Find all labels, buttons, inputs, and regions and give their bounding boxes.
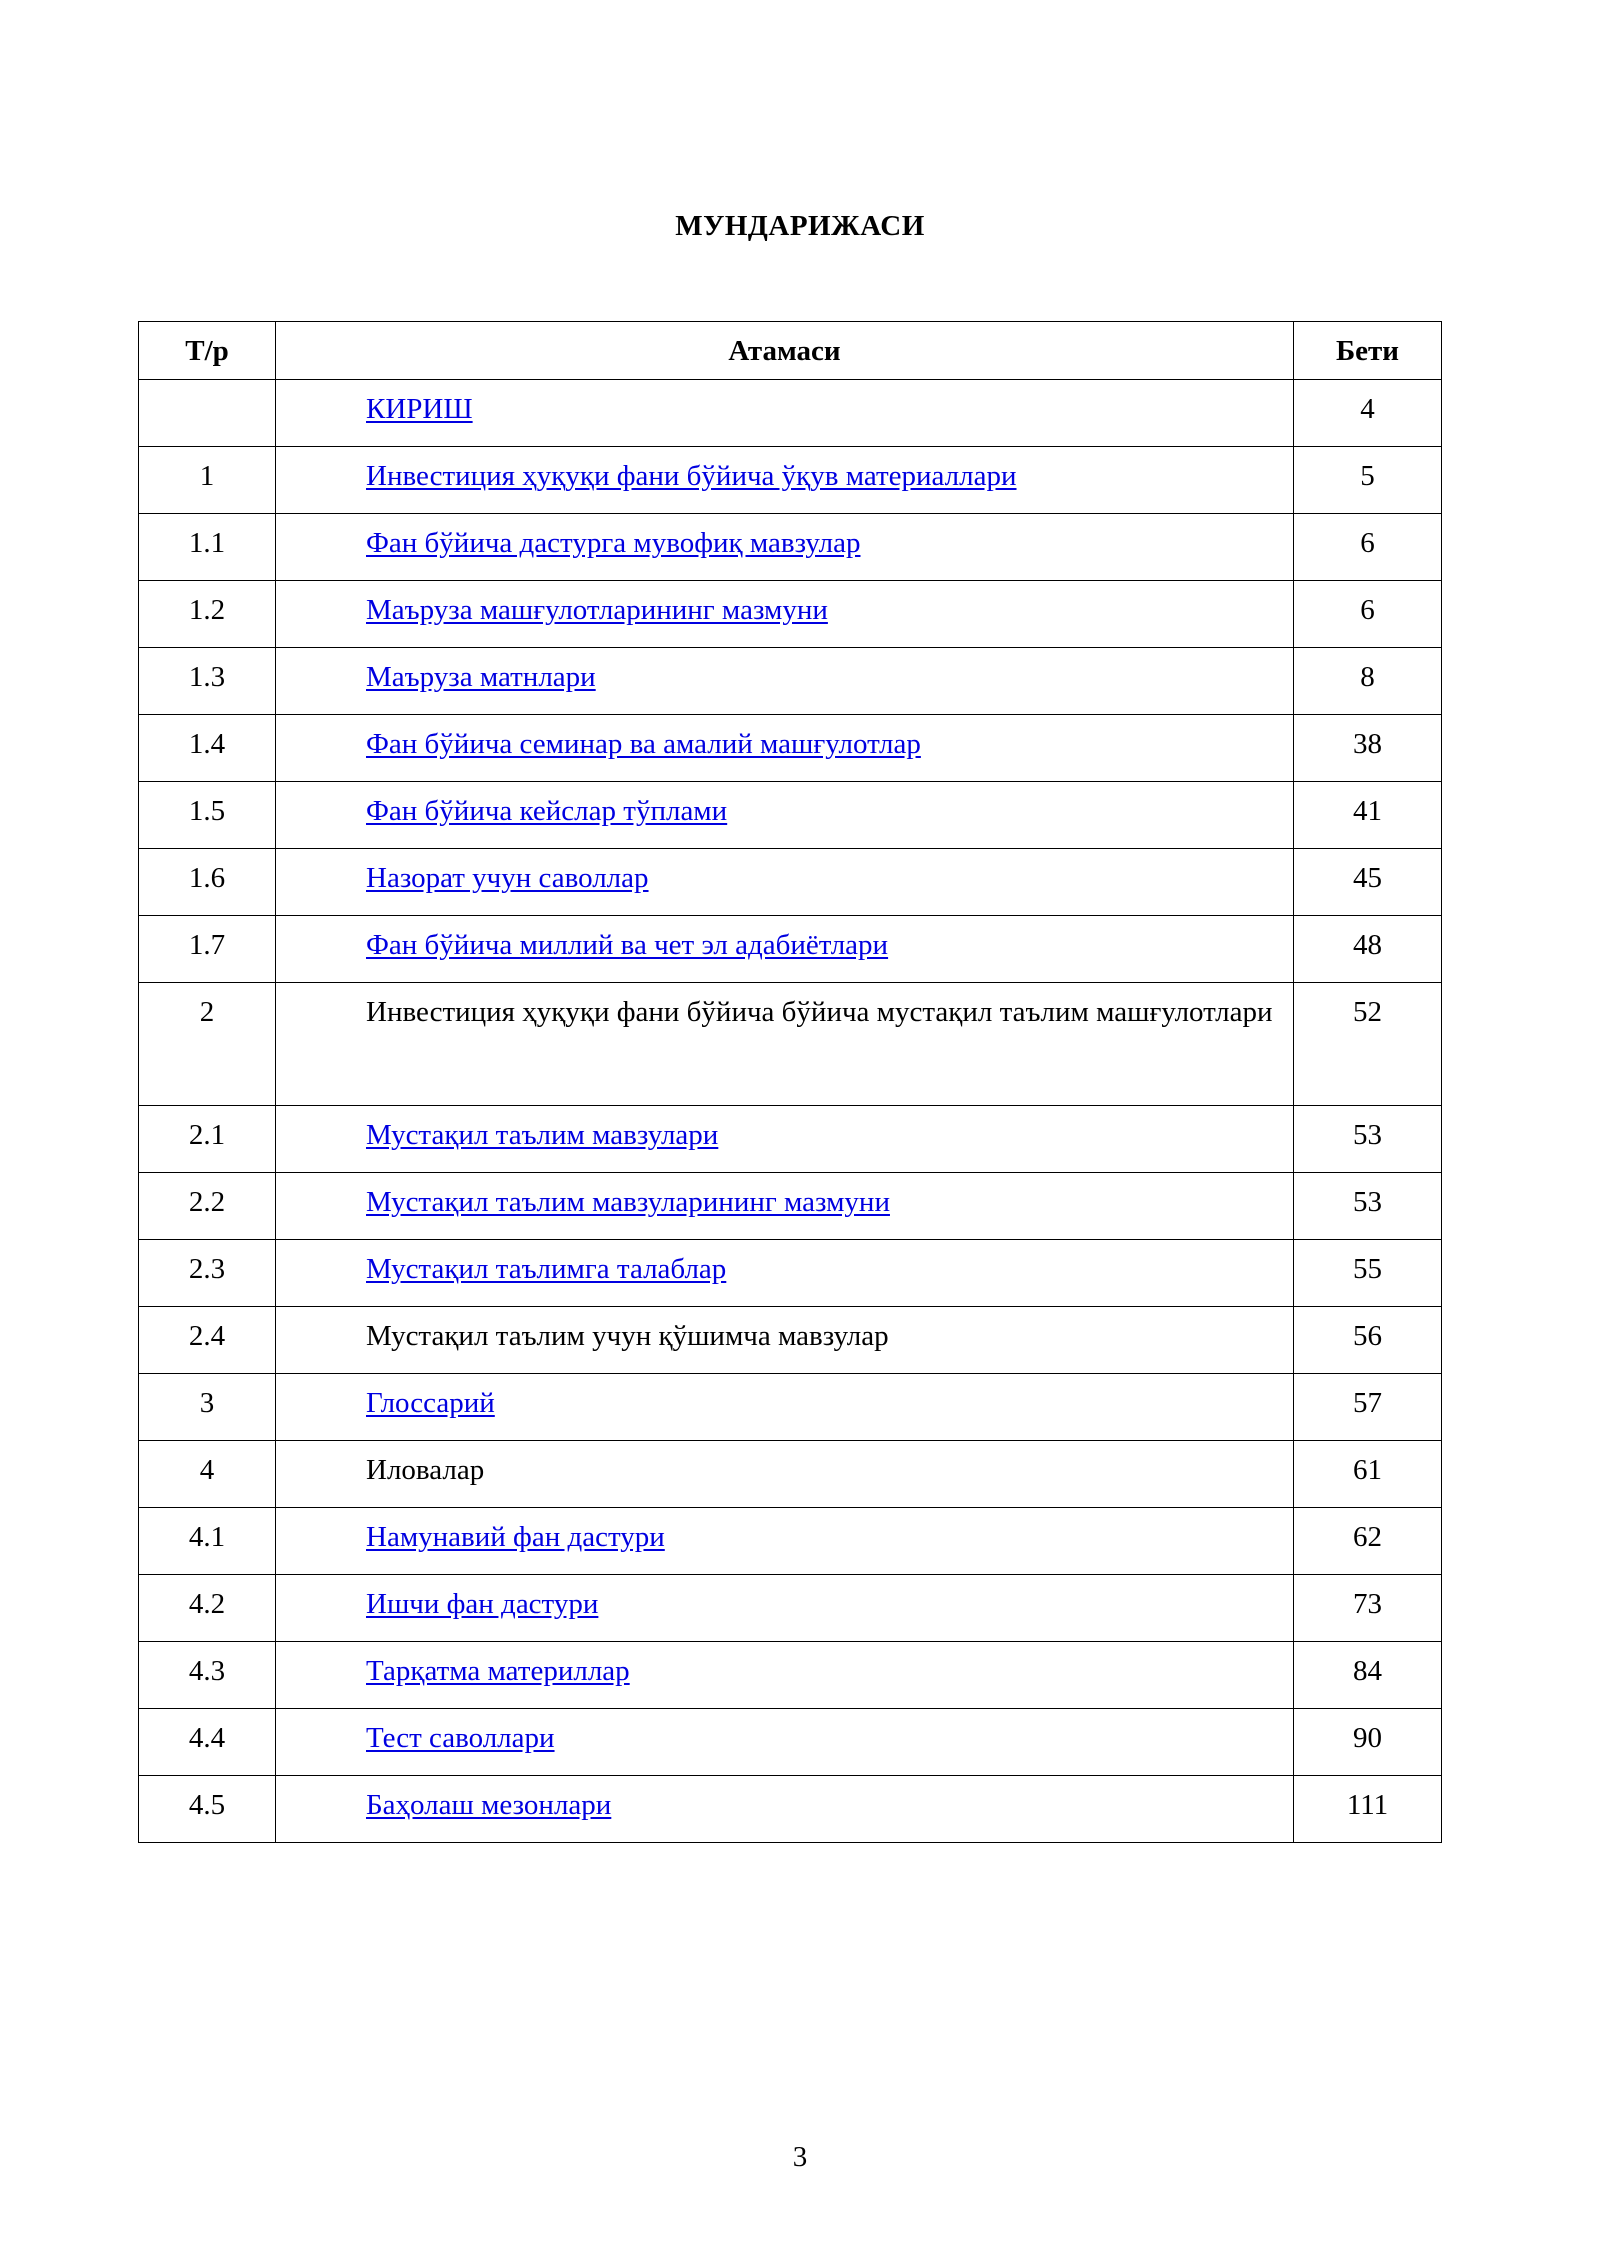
table-row xyxy=(139,1240,1442,1307)
row-title-cell xyxy=(276,1106,1294,1173)
header-page: Бети xyxy=(1294,322,1442,380)
table-row xyxy=(139,1106,1442,1173)
toc-entry-link[interactable]: Намунавий фан дастури xyxy=(366,1521,665,1553)
toc-entry-link[interactable]: Ишчи фан дастури xyxy=(366,1588,599,1620)
row-number xyxy=(139,380,276,447)
table-header-row xyxy=(139,322,1442,380)
row-number: 4.1 xyxy=(139,1508,276,1575)
row-number: 1.2 xyxy=(139,581,276,648)
row-number: 2.1 xyxy=(139,1106,276,1173)
row-page: 111 xyxy=(1294,1776,1442,1843)
row-title-cell xyxy=(276,782,1294,849)
toc-entry-link[interactable]: Мустақил таълим мавзуларининг мазмуни xyxy=(366,1186,890,1218)
table-row xyxy=(139,1307,1442,1374)
row-page: 6 xyxy=(1294,581,1442,648)
row-title-cell xyxy=(276,1508,1294,1575)
toc-entry-link[interactable]: Маъруза машғулотларининг мазмуни xyxy=(366,594,828,626)
toc-entry-link[interactable]: Мустақил таълим мавзулари xyxy=(366,1119,719,1151)
page-number: 3 xyxy=(792,2141,808,2173)
toc-entry-link[interactable]: КИРИШ xyxy=(366,393,473,425)
table-row xyxy=(139,1374,1442,1441)
row-page: 53 xyxy=(1294,1173,1442,1240)
row-page: 56 xyxy=(1294,1307,1442,1374)
toc-entry-text: Иловалар xyxy=(366,1454,485,1486)
row-page: 5 xyxy=(1294,447,1442,514)
toc-entry-link[interactable]: Инвестиция ҳуқуқи фани бўйича ўқув материаллари xyxy=(366,460,1017,492)
row-title-cell xyxy=(276,983,1294,1106)
toc-entry-link[interactable]: Глоссарий xyxy=(366,1387,495,1419)
row-title-cell xyxy=(276,1642,1294,1709)
table-row xyxy=(139,514,1442,581)
row-page: 61 xyxy=(1294,1441,1442,1508)
row-number: 3 xyxy=(139,1374,276,1441)
row-title-cell xyxy=(276,1173,1294,1240)
row-page: 90 xyxy=(1294,1709,1442,1776)
row-number: 4.3 xyxy=(139,1642,276,1709)
row-number: 1.1 xyxy=(139,514,276,581)
toc-entry-link[interactable]: Маъруза матнлари xyxy=(366,661,596,693)
row-number: 1.7 xyxy=(139,916,276,983)
row-page: 8 xyxy=(1294,648,1442,715)
table-row xyxy=(139,782,1442,849)
row-title-cell xyxy=(276,849,1294,916)
row-page: 57 xyxy=(1294,1374,1442,1441)
table-body xyxy=(139,380,1442,1843)
header-number: Т/р xyxy=(139,322,276,380)
row-number: 4.2 xyxy=(139,1575,276,1642)
toc-entry-text: Инвестиция ҳуқуқи фани бўйича бўйича мустақил таълим машғулотлари xyxy=(366,996,1273,1028)
row-page: 52 xyxy=(1294,983,1442,1106)
table-row xyxy=(139,1642,1442,1709)
toc-entry-link[interactable]: Баҳолаш мезонлари xyxy=(366,1789,612,1821)
row-page: 84 xyxy=(1294,1642,1442,1709)
table-row xyxy=(139,1776,1442,1843)
row-page: 4 xyxy=(1294,380,1442,447)
row-title-cell xyxy=(276,1240,1294,1307)
row-page: 41 xyxy=(1294,782,1442,849)
table-row xyxy=(139,916,1442,983)
toc-entry-link[interactable]: Мустақил таълимга талаблар xyxy=(366,1253,727,1285)
row-title-cell xyxy=(276,514,1294,581)
row-page: 53 xyxy=(1294,1106,1442,1173)
row-page: 73 xyxy=(1294,1575,1442,1642)
row-title-cell xyxy=(276,581,1294,648)
toc-entry-link[interactable]: Тарқатма материллар xyxy=(366,1655,630,1687)
table-row xyxy=(139,581,1442,648)
row-number: 2 xyxy=(139,983,276,1106)
table-row xyxy=(139,1173,1442,1240)
table-of-contents xyxy=(138,321,1442,1843)
table-row xyxy=(139,715,1442,782)
row-page: 45 xyxy=(1294,849,1442,916)
row-number: 4 xyxy=(139,1441,276,1508)
table-row xyxy=(139,648,1442,715)
table-row xyxy=(139,983,1442,1106)
row-number: 1 xyxy=(139,447,276,514)
table-row xyxy=(139,1508,1442,1575)
page-title: МУНДАРИЖАСИ xyxy=(675,210,925,242)
toc-entry-link[interactable]: Тест саволлари xyxy=(366,1722,555,1754)
toc-entry-link[interactable]: Фан бўйича миллий ва чет эл адабиётлари xyxy=(366,929,889,961)
row-number: 4.5 xyxy=(139,1776,276,1843)
table-row xyxy=(139,849,1442,916)
row-number: 1.3 xyxy=(139,648,276,715)
row-number: 1.6 xyxy=(139,849,276,916)
row-title-cell xyxy=(276,916,1294,983)
row-title-cell xyxy=(276,1374,1294,1441)
table-row xyxy=(139,447,1442,514)
row-number: 2.4 xyxy=(139,1307,276,1374)
row-page: 38 xyxy=(1294,715,1442,782)
table-row xyxy=(139,380,1442,447)
row-number: 4.4 xyxy=(139,1709,276,1776)
toc-entry-link[interactable]: Фан бўйича дастурга мувофиқ мавзулар xyxy=(366,527,861,559)
row-page: 62 xyxy=(1294,1508,1442,1575)
row-title-cell xyxy=(276,648,1294,715)
row-title-cell xyxy=(276,1776,1294,1843)
toc-entry-text: Мустақил таълим учун қўшимча мавзулар xyxy=(366,1320,889,1352)
row-number: 1.4 xyxy=(139,715,276,782)
row-number: 1.5 xyxy=(139,782,276,849)
toc-entry-link[interactable]: Фан бўйича кейслар тўплами xyxy=(366,795,728,827)
row-title-cell xyxy=(276,1709,1294,1776)
toc-entry-link[interactable]: Назорат учун саволлар xyxy=(366,862,649,894)
table-row xyxy=(139,1575,1442,1642)
row-title-cell xyxy=(276,380,1294,447)
row-page: 6 xyxy=(1294,514,1442,581)
row-title-cell xyxy=(276,715,1294,782)
row-number: 2.2 xyxy=(139,1173,276,1240)
row-page: 48 xyxy=(1294,916,1442,983)
row-number: 2.3 xyxy=(139,1240,276,1307)
table-row xyxy=(139,1709,1442,1776)
row-title-cell xyxy=(276,1307,1294,1374)
row-title-cell xyxy=(276,1575,1294,1642)
row-title-cell xyxy=(276,1441,1294,1508)
table-row xyxy=(139,1441,1442,1508)
row-title-cell xyxy=(276,447,1294,514)
row-page: 55 xyxy=(1294,1240,1442,1307)
header-title: Атамаси xyxy=(276,322,1294,380)
toc-entry-link[interactable]: Фан бўйича семинар ва амалий машғулотлар xyxy=(366,728,921,760)
